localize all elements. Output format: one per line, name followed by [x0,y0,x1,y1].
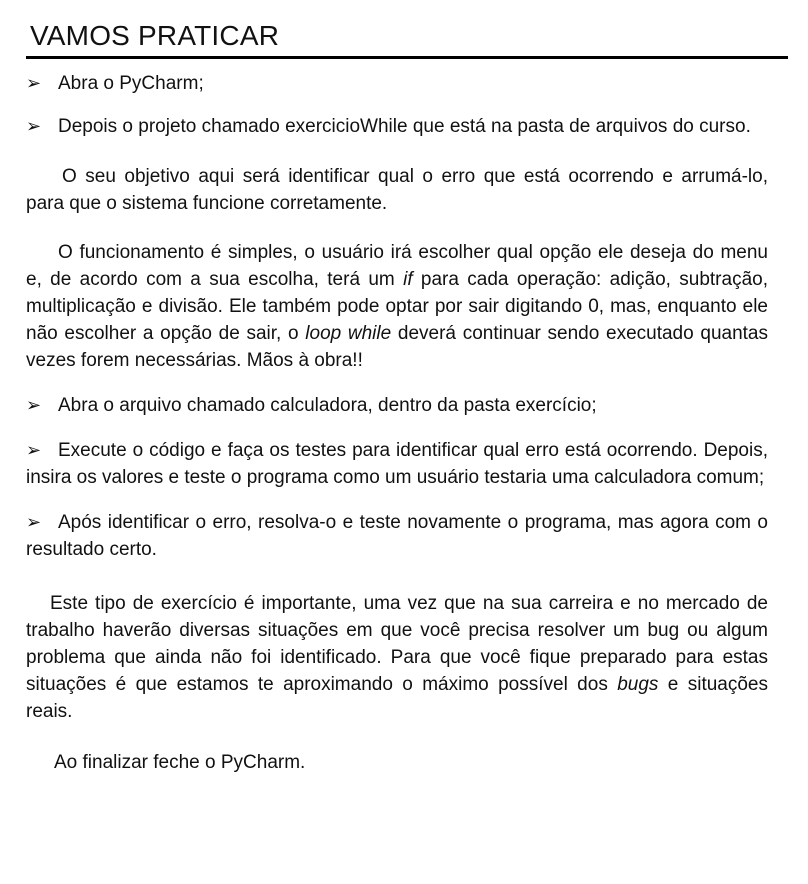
paragraph-text: deverá continuar sendo executado quantas vezes forem necessárias. Mãos à obra!! [26,323,768,371]
bullet-text: Após identificar o erro, resolva-o e teste novamente o programa, mas agora com o resultado certo. [26,512,768,560]
page-title: VAMOS PRATICAR [30,20,280,51]
bullet-text: Abra o arquivo chamado calculadora, dentro da pasta exercício; [58,395,597,416]
arrow-bullet-icon: ➢ [26,440,42,460]
list-item [26,437,768,491]
arrow-bullet-icon: ➢ [26,512,42,532]
bullet-text: Depois o projeto chamado exercicioWhile que está na pasta de arquivos do curso. [58,116,751,137]
list-item [26,113,768,140]
paragraph-text: O funcionamento é simples, o usuário irá escolher qual opção ele deseja do menu e, de acordo com a sua escolha, terá um [26,242,768,290]
arrow-bullet-icon: ➢ [26,116,42,136]
bullet-text: Execute o código e faça os testes para identificar qual erro está ocorrendo. Depois, insira os valores e teste o programa como um usuário testaria uma calculadora comum; [26,440,768,488]
paragraph-text: para cada operação: adição, subtração, multiplicação e divisão. Ele também pode optar por sair digitando 0, mas, enquanto ele não escolher a opção de sair, o [26,269,768,344]
paragraph [26,163,768,217]
paragraph-text: e situações reais. [26,674,768,722]
bullet-text: Abra o PyCharm; [58,73,204,94]
list-item [26,70,768,97]
paragraph [26,749,768,776]
italic-term: bugs [617,674,659,695]
paragraph-text: Este tipo de exercício é importante, uma vez que na sua carreira e no mercado de trabalho haverão diversas situações em que você precisa resolver um bug ou algum problema que ainda não foi identificado. Para que você fique preparado para estas situações é que estamos te aproximando o máximo possível dos [26,593,768,695]
paragraph-text: Ao finalizar feche o PyCharm. [54,752,306,773]
arrow-bullet-icon: ➢ [26,73,42,93]
title-underline [26,56,788,59]
list-item [26,509,768,563]
italic-term: loop while [305,323,392,344]
paragraph [26,590,768,725]
italic-term: if [403,269,413,290]
paragraph [26,239,768,374]
arrow-bullet-icon: ➢ [26,395,42,415]
document-body [26,70,768,776]
paragraph-text: O seu objetivo aqui será identificar qual o erro que está ocorrendo e arrumá-lo, para que o sistema funcione corretamente. [26,166,768,214]
list-item [26,392,768,419]
